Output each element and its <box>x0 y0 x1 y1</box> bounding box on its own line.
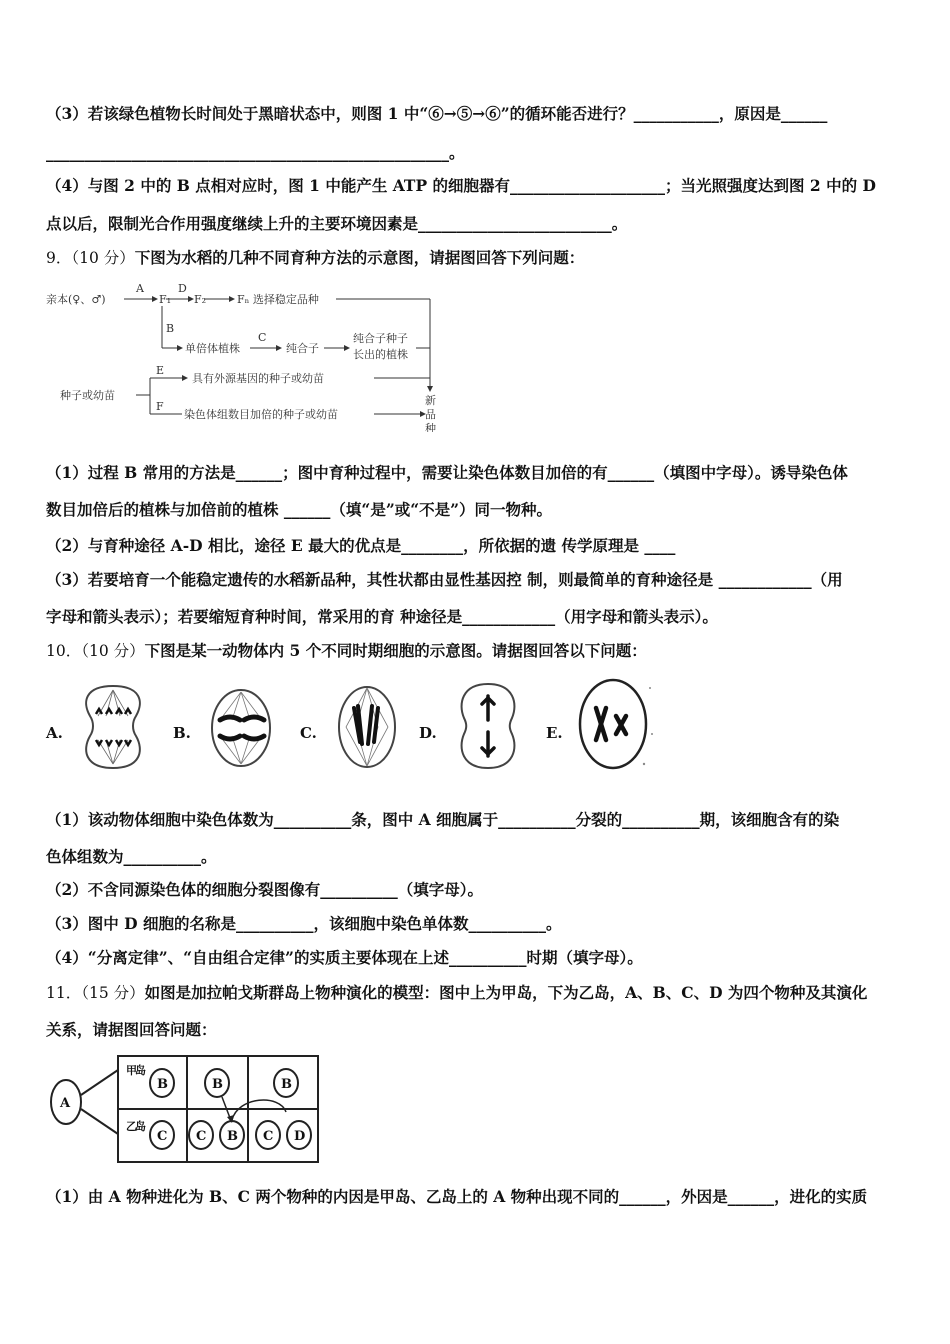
q9-prompt: 下图为水稻的几种不同育种方法的示意图，请据图回答下列问题： <box>134 248 585 267</box>
q10-number: 10．（10 分） <box>46 642 145 660</box>
island-bottom-label: 乙岛 <box>126 1120 146 1133</box>
diagram-label-a: A <box>136 282 144 295</box>
diagram-parent: 亲本(♀、♂) <box>46 293 106 306</box>
q11-part1: （1）由 A 物种进化为 B、C 两个物种的内因是甲岛、乙岛上的 A 物种出现不同的______，外因是______，进化的实质 <box>46 1187 868 1206</box>
q10-part4: （4）“分离定律”、“自由组合定律”的实质主要体现在上述__________时期（填字母）。 <box>46 948 643 967</box>
diagram-pure-seed-1: 纯合子种子 <box>353 332 408 345</box>
cell-a-image <box>80 682 146 772</box>
q11-prompt-line1: 如图是加拉帕戈斯群岛上物种演化的模型：图中上为甲岛，下为乙岛，A、B、C、D 为四个物种及其演化 <box>144 983 868 1002</box>
diagram-e-text: 具有外源基因的种子或幼苗 <box>192 372 324 385</box>
cell-label-e: E. <box>546 724 563 742</box>
species-c-bottom-1: C <box>157 1129 168 1144</box>
diagram-new-2: 品 <box>425 408 436 421</box>
diagram-new-3: 种 <box>425 422 436 432</box>
diagram-new-1: 新 <box>425 394 436 407</box>
cell-e-image <box>576 676 656 772</box>
island-evolution-diagram <box>46 1050 326 1166</box>
species-c-bottom-3: C <box>263 1129 274 1144</box>
species-b-top-1: B <box>157 1077 168 1092</box>
cell-c-image <box>334 682 400 772</box>
cell-label-a: A. <box>46 724 63 742</box>
diagram-pure-seed-2: 长出的植株 <box>353 348 408 361</box>
q8-part4-line2: 点以后，限制光合作用强度继续上升的主要环境因素是_________________________。 <box>46 214 628 233</box>
diagram-label-f: F <box>156 400 164 413</box>
species-b-top-3: B <box>281 1077 292 1092</box>
q10-part1-line1: （1）该动物体细胞中染色体数为__________条，图中 A 细胞属于__________分裂的__________期，该细胞含有的染 <box>46 810 840 829</box>
diagram-fn: Fₙ 选择稳定品种 <box>237 293 319 306</box>
diagram-label-b: B <box>166 322 175 335</box>
diagram-haploid: 单倍体植株 <box>185 342 240 355</box>
q11-prompt-line2: 关系，请据图回答问题： <box>46 1020 217 1039</box>
q9-part1-line1: （1）过程 B 常用的方法是______；图中育种过程中，需要让染色体数目加倍的有______（填图中字母）。诱导染色体 <box>46 463 848 482</box>
cell-d-image <box>454 680 522 772</box>
species-d-bottom: D <box>294 1129 306 1144</box>
diagram-f1: F₁ <box>159 293 172 306</box>
q9-header <box>46 246 584 268</box>
breeding-methods-diagram <box>44 282 464 432</box>
q10-part1-line2: 色体组数为__________。 <box>46 847 217 866</box>
q9-number: 9．（10 分） <box>46 249 135 267</box>
q10-header <box>46 639 647 661</box>
q11-number: 11．（15 分） <box>46 984 145 1002</box>
species-b-bottom: B <box>227 1129 238 1144</box>
cell-label-d: D. <box>419 724 437 742</box>
q8-part3-line2: ____________________________________________________。 <box>46 143 465 162</box>
q9-part1-line2: 数目加倍后的植株与加倍前的植株 ______（填“是”或“不是”）同一物种。 <box>46 500 553 519</box>
diagram-label-e: E <box>156 364 165 377</box>
species-c-bottom-2: C <box>196 1129 207 1144</box>
q10-part3: （3）图中 D 细胞的名称是__________，该细胞中染色单体数__________。 <box>46 914 562 933</box>
diagram-label-c: C <box>258 331 267 344</box>
island-top-label: 甲岛 <box>126 1064 146 1077</box>
q9-part3-line1: （3）若要培育一个能稳定遗传的水稻新品种，其性状都由显性基因控 制，则最简单的育种途径是 ____________（用 <box>46 570 843 589</box>
cell-label-b: B. <box>173 724 191 742</box>
diagram-label-d: D <box>178 282 187 295</box>
q9-part2: （2）与育种途径 A-D 相比，途径 E 最大的优点是________，所依据的遗 传学原理是 ____ <box>46 536 676 555</box>
species-a: A <box>60 1096 71 1111</box>
q9-part3-line2: 字母和箭头表示）；若要缩短育种时间，常采用的育 种途径是____________（用字母和箭头表示）。 <box>46 607 718 626</box>
species-b-top-2: B <box>212 1077 223 1092</box>
diagram-f2: F₂ <box>194 293 207 306</box>
cell-b-image <box>206 686 276 770</box>
cell-label-c: C. <box>300 724 317 742</box>
q10-prompt: 下图是某一动物体内 5 个不同时期细胞的示意图。请据图回答以下问题： <box>144 641 647 660</box>
diagram-f-text: 染色体组数目加倍的种子或幼苗 <box>184 408 338 421</box>
diagram-seed: 种子或幼苗 <box>60 389 115 402</box>
q10-part2: （2）不含同源染色体的细胞分裂图像有__________（填字母）。 <box>46 880 484 899</box>
q11-header <box>46 981 867 1003</box>
q8-part4-line1: （4）与图 2 中的 B 点相对应时，图 1 中能产生 ATP 的细胞器有____________________；当光照强度达到图 2 中的 D <box>46 176 876 195</box>
q8-part3-line1: （3）若该绿色植物长时间处于黑暗状态中，则图 1 中“⑥→⑤→⑥”的循环能否进行？___________，原因是______ <box>46 104 828 123</box>
diagram-pure: 纯合子 <box>286 342 319 355</box>
